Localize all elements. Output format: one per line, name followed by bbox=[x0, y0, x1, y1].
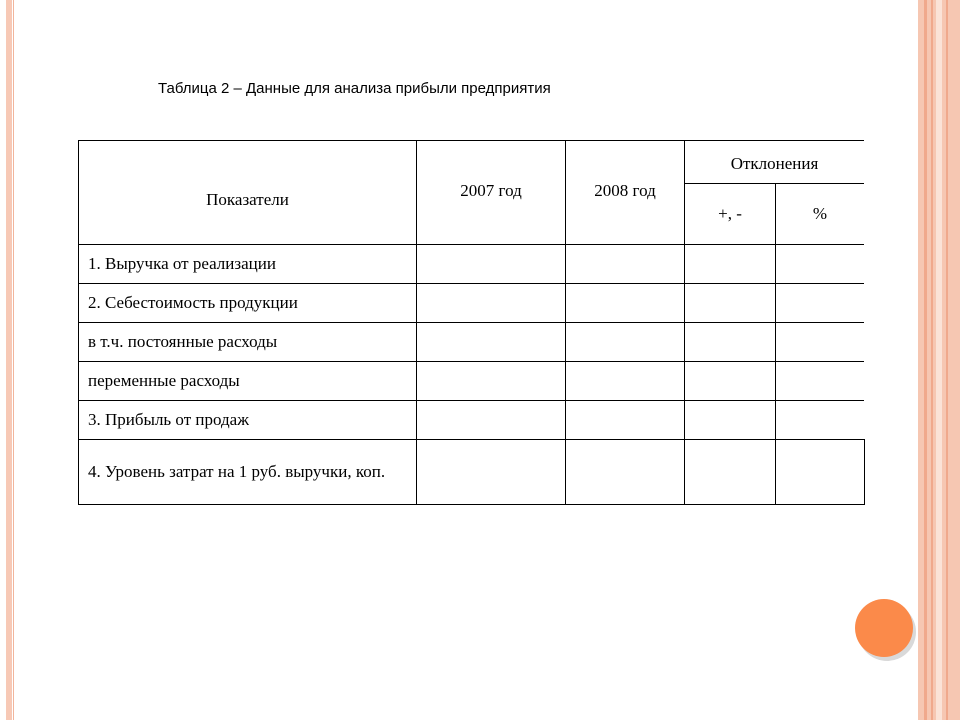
header-year-2008: 2008 год bbox=[566, 141, 685, 245]
table-header-row bbox=[79, 141, 865, 184]
table-row bbox=[79, 362, 865, 401]
table-cell bbox=[566, 245, 685, 284]
header-deviation-abs: +, - bbox=[685, 184, 776, 245]
header-deviation-pct: % bbox=[776, 184, 865, 245]
table-cell bbox=[566, 440, 685, 505]
table-row bbox=[79, 323, 865, 362]
accent-circle bbox=[855, 599, 913, 657]
table-row bbox=[79, 245, 865, 284]
table-row bbox=[79, 401, 865, 440]
table-cell bbox=[776, 284, 865, 323]
table-cell bbox=[417, 401, 566, 440]
table-cell bbox=[776, 362, 865, 401]
table-cell bbox=[685, 440, 776, 505]
header-deviation: Отклонения bbox=[685, 141, 865, 184]
header-indicator: Показатели bbox=[79, 141, 417, 245]
row-label: 2. Себестоимость продукции bbox=[79, 284, 417, 323]
right-frame-inner bbox=[936, 0, 942, 720]
row-label: 3. Прибыль от продаж bbox=[79, 401, 417, 440]
table-cell bbox=[776, 245, 865, 284]
table-cell bbox=[685, 362, 776, 401]
table-cell bbox=[685, 245, 776, 284]
left-frame-bar bbox=[6, 0, 12, 720]
table-cell bbox=[566, 362, 685, 401]
row-label: 1. Выручка от реализации bbox=[79, 245, 417, 284]
table-cell bbox=[417, 362, 566, 401]
table-cell bbox=[566, 323, 685, 362]
header-year-2007: 2007 год bbox=[417, 141, 566, 245]
table-cell bbox=[776, 440, 865, 505]
table-cell bbox=[776, 401, 865, 440]
row-label: 4. Уровень затрат на 1 руб. выручки, коп. bbox=[79, 440, 417, 505]
table-cell bbox=[685, 284, 776, 323]
table-cell bbox=[685, 401, 776, 440]
table-row bbox=[79, 284, 865, 323]
table-cell bbox=[566, 284, 685, 323]
row-label: в т.ч. постоянные расходы bbox=[79, 323, 417, 362]
table-cell bbox=[685, 323, 776, 362]
table-caption: Таблица 2 – Данные для анализа прибыли предприятия bbox=[158, 80, 551, 97]
table-cell bbox=[776, 323, 865, 362]
table-cell bbox=[566, 401, 685, 440]
left-frame-line bbox=[13, 0, 14, 720]
table-cell bbox=[417, 245, 566, 284]
profit-analysis-table bbox=[78, 140, 865, 505]
table-row bbox=[79, 440, 865, 505]
table-cell bbox=[417, 440, 566, 505]
row-label: переменные расходы bbox=[79, 362, 417, 401]
table-cell bbox=[417, 284, 566, 323]
table-cell bbox=[417, 323, 566, 362]
right-frame-stripe bbox=[924, 0, 927, 720]
right-frame-stripe bbox=[946, 0, 948, 720]
right-frame-stripe bbox=[931, 0, 933, 720]
